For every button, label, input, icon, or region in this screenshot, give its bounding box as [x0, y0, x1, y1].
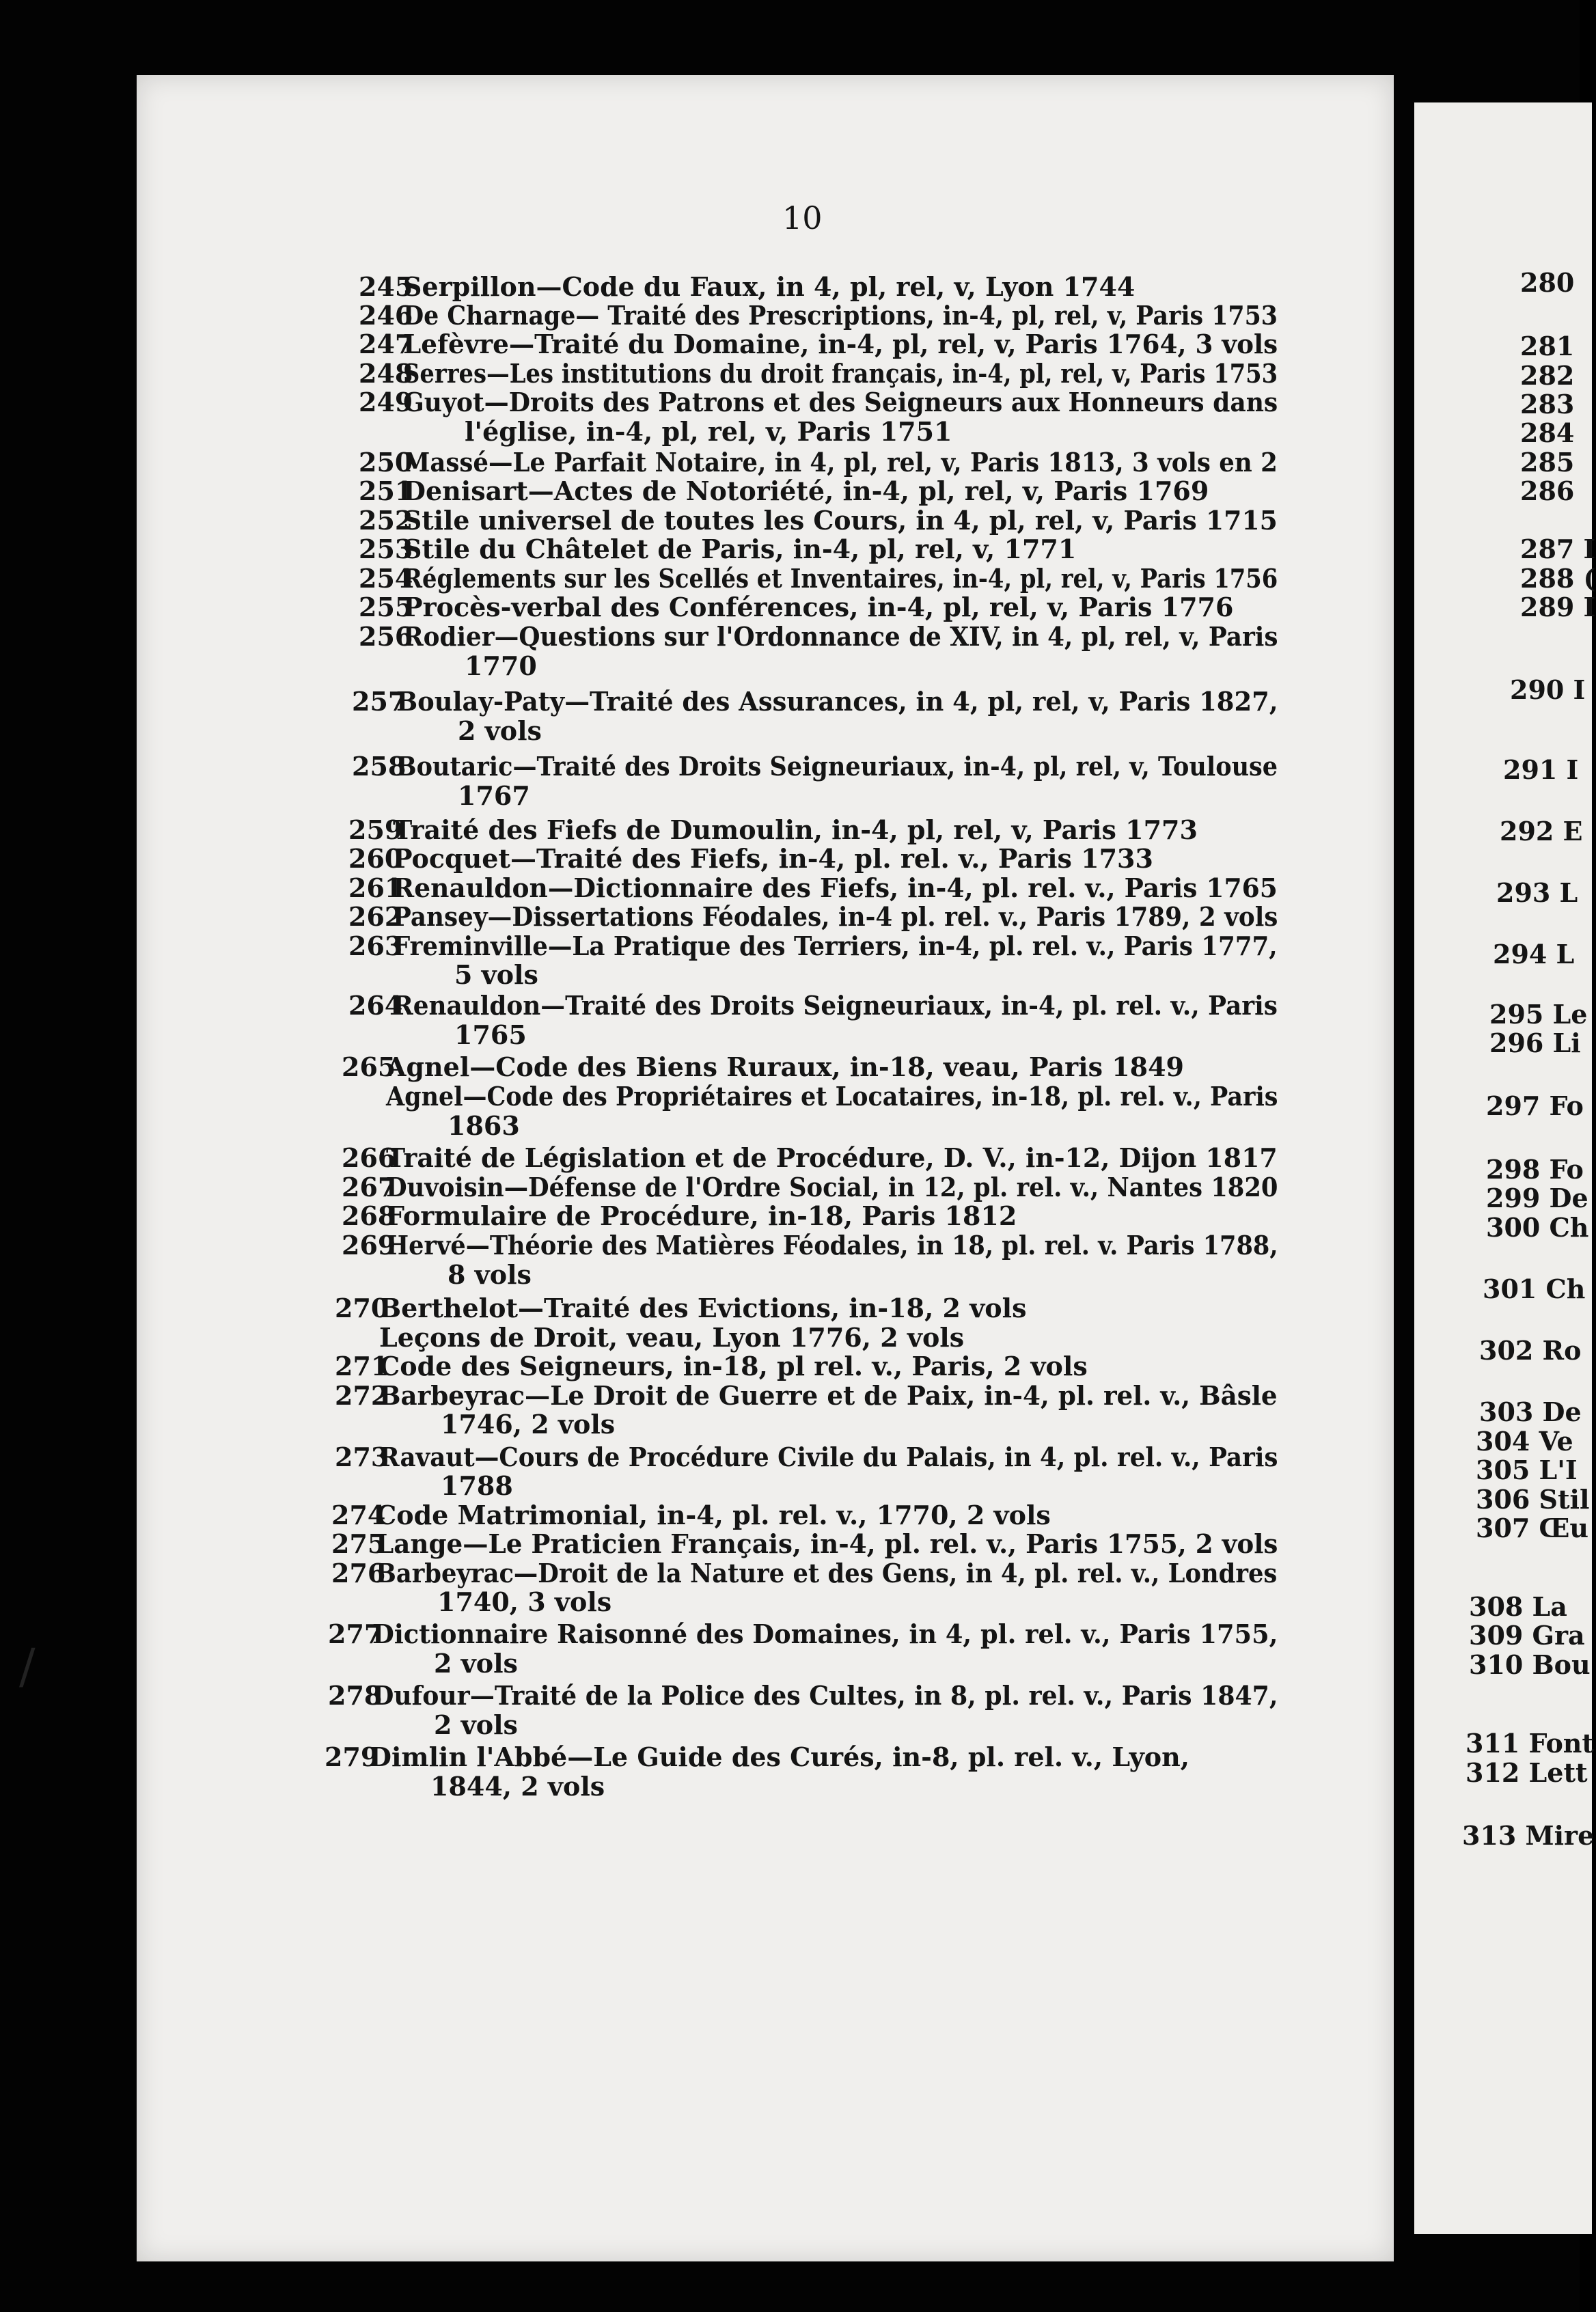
entry-description: Pansey—Dissertations Féodales, in-4 pl. rel. v., Paris 1789, 2 vols: [393, 901, 1278, 932]
entry-description: Formulaire de Procédure, in-18, Paris 1812: [386, 1200, 1017, 1231]
entry-description: Massé—Le Parfait Notaire, in 4, pl, rel, v, Paris 1813, 3 vols en 2: [403, 447, 1278, 478]
entry-number: 272: [335, 1380, 389, 1411]
right-page-entry: 286: [1520, 476, 1575, 506]
entry-number: 253: [359, 534, 413, 564]
entry-description: Procès-verbal des Conférences, in-4, pl, rel, v, Paris 1776: [403, 592, 1234, 622]
entry-continuation: 2 vols: [458, 715, 542, 746]
entry-description: Dictionnaire Raisonné des Domaines, in 4, pl. rel. v., Paris 1755,: [372, 1619, 1278, 1649]
entry-description: Hervé—Théorie des Matières Féodales, in 18, pl. rel. v. Paris 1788,: [386, 1230, 1278, 1261]
right-page-entry: 294 L: [1493, 939, 1575, 969]
entry-number: 251: [359, 476, 413, 506]
right-page-entry: 282: [1520, 360, 1575, 391]
entry-description: Boulay-Paty—Traité des Assurances, in 4, pl, rel, v, Paris 1827,: [396, 686, 1278, 717]
entry-number: 245: [359, 271, 413, 302]
margin-tick-mark: /: [19, 1638, 36, 1694]
right-page-entry: 299 De: [1486, 1183, 1588, 1213]
right-page-entry: 285: [1520, 447, 1575, 478]
right-page-entry: 309 Gra: [1469, 1620, 1585, 1651]
right-page-entry: 293 L: [1496, 877, 1578, 908]
entry-number: 262: [348, 901, 403, 932]
right-page-entry: 311 Font: [1466, 1728, 1594, 1759]
entry-description: Leçons de Droit, veau, Lyon 1776, 2 vols: [379, 1322, 965, 1353]
right-page-entry: 287 I: [1520, 534, 1596, 564]
entry-description: Duvoisin—Défense de l'Ordre Social, in 12, pl. rel. v., Nantes 1820: [386, 1172, 1278, 1202]
entry-continuation: l'église, in-4, pl, rel, v, Paris 1751: [465, 416, 952, 447]
right-page-entry: 303 De: [1479, 1396, 1582, 1427]
entry-description: Stile universel de toutes les Cours, in 4, pl, rel, v, Paris 1715: [403, 505, 1278, 536]
right-page-entry: 305 L'I: [1476, 1455, 1578, 1485]
entry-number: 263: [348, 931, 403, 961]
entry-number: 276: [331, 1558, 386, 1588]
entry-description: Lefèvre—Traité du Domaine, in-4, pl, rel, v, Paris 1764, 3 vols: [403, 329, 1278, 359]
entry-continuation: 2 vols: [434, 1709, 518, 1740]
entry-description: Denisart—Actes de Notoriété, in-4, pl, rel, v, Paris 1769: [403, 476, 1209, 506]
entry-description: Agnel—Code des Biens Ruraux, in-18, veau, Paris 1849: [386, 1051, 1184, 1082]
entry-number: 274: [331, 1500, 386, 1530]
right-page-entry: 313 Mire: [1462, 1820, 1595, 1851]
entry-number: 250: [359, 447, 413, 478]
entry-description: Barbeyrac—Droit de la Nature et des Gens, in 4, pl. rel. v., Londres: [376, 1558, 1278, 1588]
entry-description: Traité de Législation et de Procédure, D. V., in-12, Dijon 1817: [386, 1142, 1278, 1173]
right-page-entry: 289 I: [1520, 592, 1596, 622]
entry-description: Rodier—Questions sur l'Ordonnance de XIV, in 4, pl, rel, v, Paris: [403, 621, 1278, 652]
right-page-entry: 308 La: [1469, 1591, 1567, 1622]
entry-number: 258: [352, 751, 407, 782]
right-page-entry: 304 Ve: [1476, 1426, 1573, 1457]
entry-description: Renauldon—Dictionnaire des Fiefs, in-4, pl. rel. v., Paris 1765: [393, 872, 1278, 903]
entry-number: 249: [359, 387, 413, 417]
right-page-entry: 284: [1520, 417, 1575, 448]
entry-number: 277: [328, 1619, 383, 1649]
entry-description: Code Matrimonial, in-4, pl. rel. v., 1770, 2 vols: [376, 1500, 1051, 1530]
entry-description: Berthelot—Traité des Evictions, in-18, 2 vols: [379, 1293, 1027, 1323]
entry-number: 260: [348, 843, 403, 874]
entry-continuation: 1746, 2 vols: [441, 1409, 616, 1440]
right-page-entry: 302 Ro: [1479, 1335, 1582, 1366]
entry-continuation: 8 vols: [448, 1259, 532, 1290]
entry-number: 266: [342, 1142, 396, 1173]
right-page-entry: 301 Ch: [1483, 1274, 1586, 1304]
entry-number: 269: [342, 1230, 396, 1261]
entry-number: 248: [359, 358, 413, 389]
entry-description: Boutaric—Traité des Droits Seigneuriaux, in-4, pl, rel, v, Toulouse: [396, 751, 1278, 782]
entry-description: Traité des Fiefs de Dumoulin, in-4, pl, rel, v, Paris 1773: [393, 814, 1198, 845]
right-page-entry: 307 Œu: [1476, 1513, 1589, 1543]
entry-number: 271: [335, 1351, 389, 1381]
right-page-entry: 300 Ch: [1486, 1212, 1589, 1243]
entry-continuation: 2 vols: [434, 1648, 518, 1679]
entry-number: 247: [359, 329, 413, 359]
right-page-entry: 291 I: [1503, 754, 1579, 785]
entry-number: 257: [352, 686, 407, 717]
entry-description: Agnel—Code des Propriétaires et Locataires, in-18, pl. rel. v., Paris: [386, 1081, 1278, 1112]
right-page-entry: 295 Le: [1489, 999, 1588, 1030]
entry-continuation: 1770: [465, 650, 537, 681]
entry-number: 265: [342, 1051, 396, 1082]
right-page-entry: 290 I: [1510, 674, 1586, 705]
entry-number: 268: [342, 1200, 396, 1231]
entry-continuation: 1767: [458, 780, 530, 811]
entry-continuation: 1844, 2 vols: [430, 1771, 605, 1802]
entry-number: 270: [335, 1293, 389, 1323]
entry-number: 254: [359, 563, 413, 594]
right-page-entry: 288 (: [1520, 563, 1596, 594]
entry-continuation: 1740, 3 vols: [437, 1586, 612, 1617]
entry-number: 267: [342, 1172, 396, 1202]
right-page-entry: 312 Lett: [1466, 1757, 1588, 1788]
right-page-entry: 310 Bou: [1469, 1649, 1591, 1680]
entry-number: 256: [359, 621, 413, 652]
entry-description: Guyot—Droits des Patrons et des Seigneurs aux Honneurs dans: [403, 387, 1278, 417]
right-page-entry: 296 Li: [1489, 1028, 1581, 1058]
entry-number: 279: [325, 1742, 379, 1772]
entry-continuation: 5 vols: [454, 959, 538, 990]
page-number: 10: [782, 199, 823, 236]
entry-continuation: 1765: [454, 1019, 527, 1050]
entry-description: Pocquet—Traité des Fiefs, in-4, pl. rel. v., Paris 1733: [393, 843, 1153, 874]
entry-number: 273: [335, 1442, 389, 1472]
right-page-entry: 280: [1520, 267, 1575, 298]
entry-number: 255: [359, 592, 413, 622]
entry-number: 264: [348, 990, 403, 1021]
entry-number: 259: [348, 814, 403, 845]
entry-description: Barbeyrac—Le Droit de Guerre et de Paix, in-4, pl. rel. v., Bâsle: [379, 1380, 1278, 1411]
entry-number: 246: [359, 300, 413, 331]
right-page-entry: 283: [1520, 389, 1575, 419]
entry-description: Ravaut—Cours de Procédure Civile du Palais, in 4, pl. rel. v., Paris: [379, 1442, 1278, 1472]
entry-number: 278: [328, 1680, 383, 1711]
entry-description: Code des Seigneurs, in-18, pl rel. v., Paris, 2 vols: [379, 1351, 1088, 1381]
entry-description: Serres—Les institutions du droit français, in-4, pl, rel, v, Paris 1753: [403, 358, 1278, 389]
entry-description: Renauldon—Traité des Droits Seigneuriaux, in-4, pl. rel. v., Paris: [393, 990, 1278, 1021]
right-page-entry: 297 Fo: [1486, 1090, 1584, 1121]
entry-description: Dufour—Traité de la Police des Cultes, in 8, pl. rel. v., Paris 1847,: [372, 1680, 1278, 1711]
entry-description: Lange—Le Praticien Français, in-4, pl. rel. v., Paris 1755, 2 vols: [376, 1528, 1278, 1559]
entry-continuation: 1788: [441, 1470, 513, 1501]
entry-description: Réglements sur les Scellés et Inventaires, in-4, pl, rel, v, Paris 1756: [403, 563, 1278, 594]
entry-number: 275: [331, 1528, 386, 1559]
entry-description: De Charnage— Traité des Prescriptions, in-4, pl, rel, v, Paris 1753: [403, 300, 1278, 331]
right-page-entry: 306 Stil: [1476, 1484, 1590, 1515]
entry-number: 261: [348, 872, 403, 903]
right-page-entry: 281: [1520, 331, 1575, 361]
entry-number: 252: [359, 505, 413, 536]
entry-description: Freminville—La Pratique des Terriers, in-4, pl. rel. v., Paris 1777,: [393, 931, 1278, 961]
right-page-entry: 298 Fo: [1486, 1154, 1584, 1185]
entry-description: Stile du Châtelet de Paris, in-4, pl, rel, v, 1771: [403, 534, 1077, 564]
entry-description: Dimlin l'Abbé—Le Guide des Curés, in-8, pl. rel. v., Lyon,: [369, 1742, 1189, 1772]
right-page-entry: 292 E: [1500, 816, 1583, 847]
entry-continuation: 1863: [448, 1110, 520, 1141]
entry-description: Serpillon—Code du Faux, in 4, pl, rel, v, Lyon 1744: [403, 271, 1136, 302]
